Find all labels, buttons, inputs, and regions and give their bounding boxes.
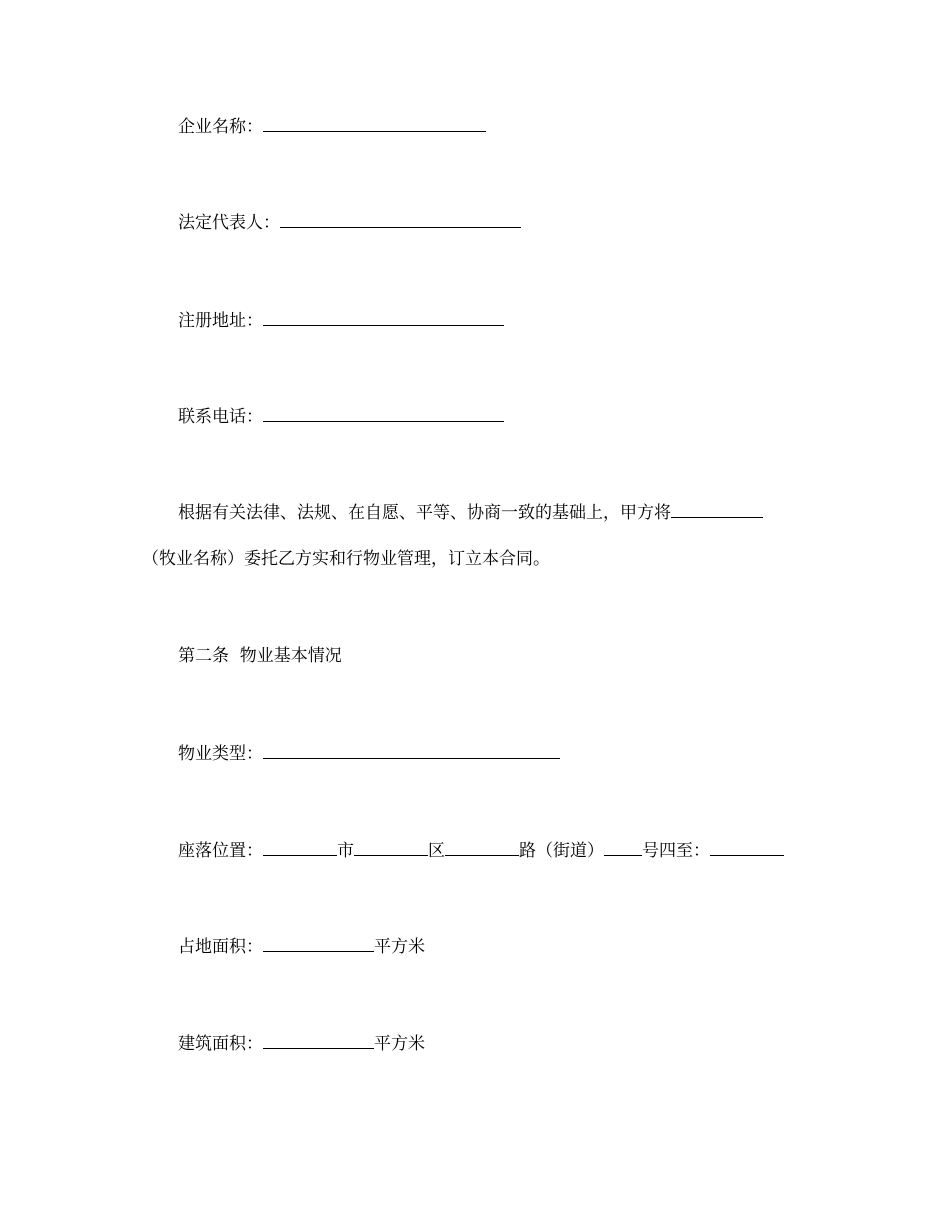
preamble-text-1: 根据有关法律、法规、在自愿、平等、协商一致的基础上，甲方将 — [178, 503, 671, 523]
phone-label: 联系电话： — [178, 407, 263, 427]
company-name-label: 企业名称： — [178, 117, 263, 137]
building-area-row — [178, 1031, 425, 1055]
property-type-label: 物业类型： — [178, 744, 263, 764]
company-name-blank[interactable] — [263, 114, 486, 132]
building-area-unit: 平方米 — [374, 1034, 425, 1054]
article-2-heading — [178, 645, 342, 667]
preamble-line-2 — [142, 548, 550, 570]
land-area-label: 占地面积： — [178, 937, 263, 957]
property-type-blank[interactable] — [263, 741, 560, 759]
property-name-blank[interactable] — [671, 500, 763, 518]
registered-address-row — [178, 308, 504, 332]
legal-rep-blank[interactable] — [280, 210, 521, 228]
city-text: 市 — [337, 841, 354, 861]
article-2-heading-text: 第二条 物业基本情况 — [178, 646, 342, 666]
building-area-label: 建筑面积： — [178, 1034, 263, 1054]
road-blank[interactable] — [445, 838, 519, 856]
legal-rep-label: 法定代表人： — [178, 213, 280, 233]
road-text: 路（街道） — [519, 841, 604, 861]
bounds-blank[interactable] — [710, 838, 784, 856]
preamble-line-1 — [178, 500, 763, 524]
district-text: 区 — [428, 841, 445, 861]
property-type-row — [178, 741, 560, 765]
bounds-text: 号四至： — [642, 841, 710, 861]
land-area-unit: 平方米 — [374, 937, 425, 957]
number-blank[interactable] — [604, 838, 642, 856]
district-blank[interactable] — [354, 838, 428, 856]
company-name-row — [178, 114, 486, 138]
registered-address-blank[interactable] — [263, 308, 504, 326]
land-area-row — [178, 934, 425, 958]
phone-blank[interactable] — [263, 404, 504, 422]
location-label: 座落位置： — [178, 841, 263, 861]
preamble-text-2: （牧业名称）委托乙方实和行物业管理，订立本合同。 — [142, 549, 550, 569]
location-row — [178, 838, 784, 862]
legal-rep-row — [178, 210, 521, 234]
registered-address-label: 注册地址： — [178, 311, 263, 331]
city-blank[interactable] — [263, 838, 337, 856]
phone-row — [178, 404, 504, 428]
land-area-blank[interactable] — [263, 934, 374, 952]
building-area-blank[interactable] — [263, 1031, 374, 1049]
